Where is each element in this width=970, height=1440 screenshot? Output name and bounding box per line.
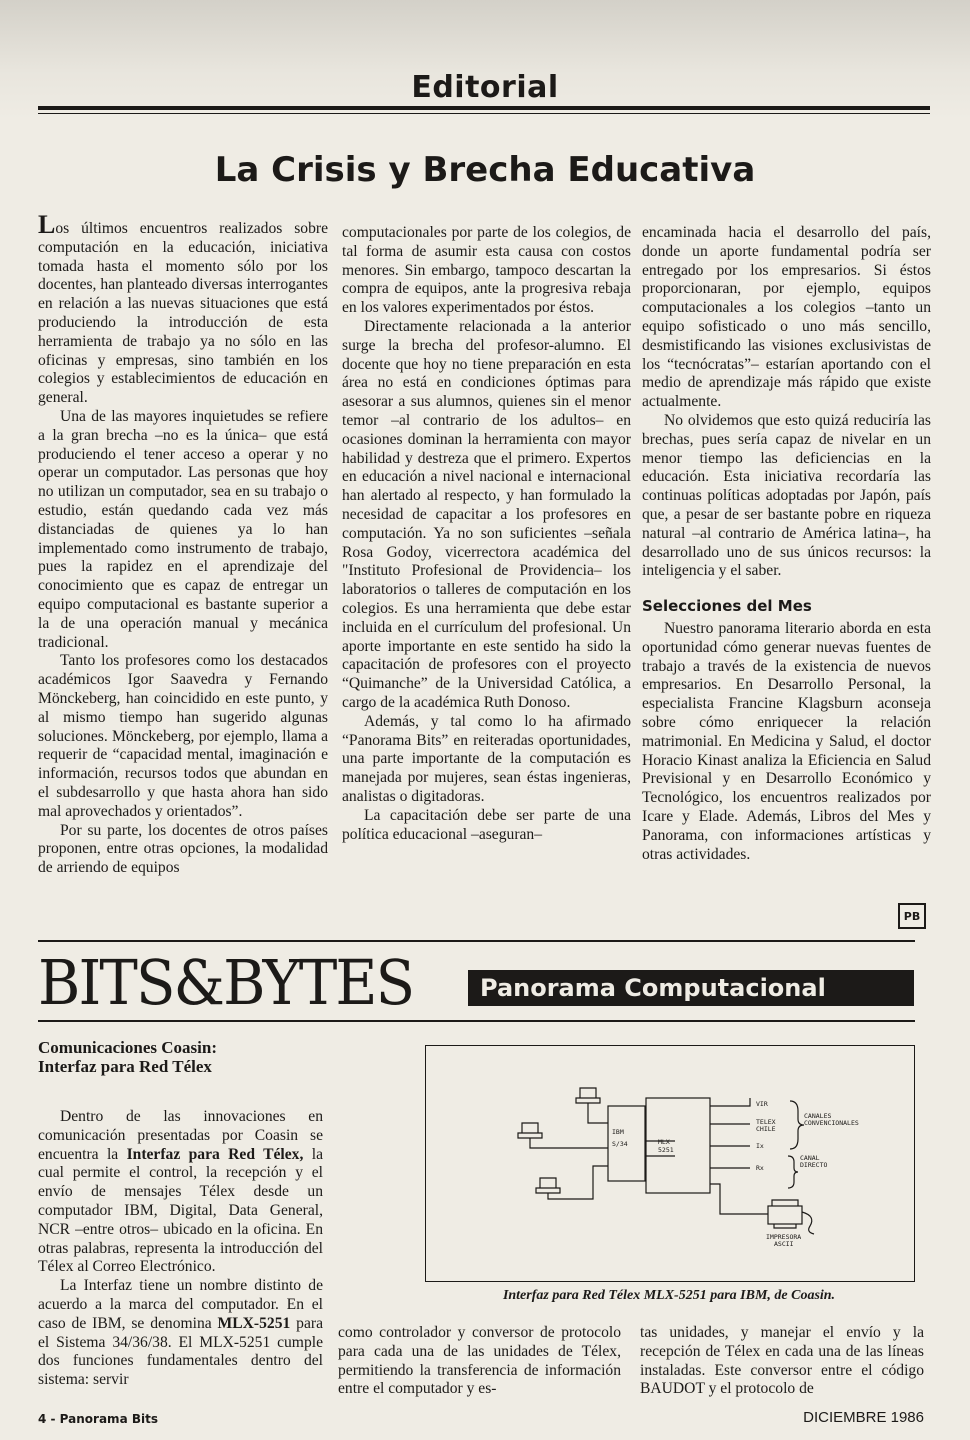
impresora-label-1: IMPRESORA [766,1233,802,1241]
canales-label-1: CANALES [804,1112,832,1120]
paragraph-text: os últimos encuentros realizados sobre computación en la educación, iniciativa tomada hasta el momento sólo por los docentes, han planteado diversas interrogantes en relación a las nuevas situaciones que está produciendo la introducción de esta herramienta de trabajo ya no sólo en las oficinas y empresas, sino también en los colegios y establecimientos de educación en general. [38,220,328,407]
pb-end-badge: PB [898,903,926,929]
section-title: Editorial [411,70,559,105]
line-ix-label: Ix [756,1142,764,1150]
paragraph-text: la cual permite el control, la recepción y el envío de mensajes Télex desde un computador IBM, Digital, Data General, NCR –entre otros– ubicado en la oficina. En otras palabras, representa la introducción del Télex al Correo Electrónico. [38,1145,324,1276]
editorial-headline: La Crisis y Brecha Educativa [214,150,756,190]
editorial-paragraph: La capacitación debe ser parte de una política educacional –aseguran– [342,806,631,843]
mlx-label-2: 5251 [658,1146,674,1154]
article-paragraph: tas unidades, y manejar el envío y la recepción de Télex en cada una de las líneas instaladas. Este conversor entre el código BAUDOT y el protocolo de [640,1324,924,1398]
bits-column-1 [38,1108,323,1390]
panorama-computacional-banner: Panorama Computacional [468,970,914,1006]
ibm-label-1: IBM [612,1128,624,1136]
bits-bytes-logo: BITS&BYTES [38,946,414,1019]
editorial-paragraph: Tanto los profesores como los destacados académicos Igor Saavedra y Fernando Mönckeberg, han coincidido en este punto, y al mismo tiempo han sugerido algunas soluciones. Mönckeberg, por ejemplo, llama a requerir de “capacidad mental, imaginación e información, recursos todos que abundan en el subdesarrollo y que hasta ahora han sido mal aprovechados y orientados”. [38,652,328,820]
paragraph-text: para el Sistema 34/36/38. El MLX-5251 cumple dos funciones fundamentales dentro del sistema: servir [38,1314,323,1389]
article-paragraph [38,1277,323,1390]
impresora-label-2: ASCII [774,1240,794,1248]
paragraph-bold: Interfaz para Red Télex, [126,1145,304,1163]
editorial-paragraph: Una de las mayores inquietudes se refiere a la gran brecha –no es la única– que está produciendo el tener acceso a operar y no operar un computador. Las personas que hoy no utilizan un computador, sea en su trabajo o estudio, están quedando cada vez más distanciadas de quienes ya lo han implementado como instrumento de trabajo, pues la rapidez en el aprendizaje del conocimiento que es capaz de entregar un equipo computacional es bastante superior a la de una operación manual y mecánica tradicional. [38,407,328,651]
line-rx-label: Rx [756,1164,764,1172]
line-telex-label-2: CHILE [756,1125,776,1133]
line-vir-label: VIR [756,1100,768,1108]
terminal-icon [576,1088,600,1103]
editorial-column-1 [38,210,328,878]
editorial-paragraph: Nuestro panorama literario aborda en esta oportunidad cómo generar nuevas fuentes de trabajo a través de la existencia de nuevos empresarios. En Desarrollo Personal, la especialista Francine Klagsburn aconseja sobre cómo enriquecer la relación matrimonial. En Medicina y Salud, el doctor Horacio Kinast analiza la Eficiencia en Salud Previsional y en Desarrollo Económico y Tecnológico, los encuentros realizados por Icare y Elade. Además, Libros del Mes y Panorama, con informaciones artísticas y otras actividades. [642,619,931,863]
editorial-paragraph: Por su parte, los docentes de otros países proponen, entre otras opciones, la modalidad de arriendo de equipos [38,821,328,877]
section-rule-thin [38,113,930,114]
line-telex-label-1: TELEX [756,1118,776,1126]
figure-caption: Interfaz para Red Télex MLX-5251 para IBM, de Coasin. [502,1288,836,1303]
article-title-line-1: Comunicaciones Coasin: [38,1038,217,1057]
editorial-paragraph: computacionales por parte de los colegios, de tal forma de asumir esta causa con costos menores. Sin embargo, tampoco descartan la compra de equipos, ante la progresiva rebaja en los valores experimentados por éstos. [342,224,631,317]
dropcap: L [38,210,56,239]
selecciones-subhead: Selecciones del Mes [642,597,812,616]
article-paragraph: como controlador y conversor de protocolo para cada una de las unidades de Télex, permitiendo la transferencia de información entre el computador y es- [338,1324,621,1398]
ibm-label-2: S/34 [612,1140,628,1148]
editorial-paragraph: No olvidemos que esto quizá reduciría las brechas, pues sería capaz de nivelar en un menor tiempo las deficiencias en la educación. Esta iniciativa recordaría las continuas políticas adoptadas por Japón, país que, a pesar de ser bastante pobre en riqueza natural –al contrario de América latina–, ha desarrollado uno de sus únicos recursos: la inteligencia y el saber. [642,411,931,580]
bits-column-2 [338,1324,621,1399]
editorial-paragraph: encaminada hacia el desarrollo del país, donde un aporte fundamental podría ser entregado por los empresarios. Si éstos proporcionaran, por ejemplo, equipos computacionales a los colegios –tanto un equipo sofisticado o uno más sencillo, desmistificando las visiones exclusivistas de los “tecnócratas”– estarían aportando con el medio de aprendizaje más rápido que existe actualmente. [642,224,931,411]
editorial-paragraph [38,210,328,408]
bits-column-3 [640,1324,924,1399]
mlx-label-1: MLX [658,1138,670,1146]
paragraph-text: La Interfaz tiene un nombre distinto de acuerdo a la marca del computador. En el caso de IBM, se denomina [38,1277,323,1332]
telex-diagram-figure [425,1045,915,1282]
terminal-icon [536,1178,560,1193]
canales-label-2: CONVENCIONALES [804,1119,859,1127]
printer-icon [768,1200,814,1234]
bits-top-rule [38,940,915,942]
article-title [38,1038,308,1076]
editorial-column-3 [642,224,931,864]
article-paragraph [38,1108,323,1277]
canal-label-1: CANAL [800,1154,820,1162]
paragraph-text: Dentro de las innovaciones en comunicación presentadas por Coasin se encuentra la [38,1108,323,1163]
footer-date: DICIEMBRE 1986 [803,1409,924,1426]
editorial-paragraph: Además, y tal como lo ha afirmado “Panorama Bits” en reiteradas oportunidades, una parte importante de la computación es manejada por mujeres, sean éstas ingenieras, analistas o digitadoras. [342,712,631,805]
paragraph-bold: MLX-5251 [217,1314,291,1332]
article-title-line-2: Interfaz para Red Télex [38,1057,212,1076]
bits-bottom-rule [38,1020,915,1022]
section-rule-thick [38,106,930,110]
editorial-column-2 [342,224,631,844]
canal-label-2: DIRECTO [800,1161,828,1169]
terminal-icon [518,1123,542,1138]
editorial-paragraph: Directamente relacionada a la anterior surge la brecha del profesor-alumno. El docente que hoy no tiene preparación en esta área no está en condiciones óptimas para asesorar a sus alumnos, quienes sin el menor temor –al contrario de los adultos– en ocasiones dominan la herramienta con mayor habilidad y destreza que el primero. Expertos en educación a nivel nacional e internacional han alertado al respecto, y han formulado la necesidad de capacitar a los profesores en computación. Ya no son suficientes –señala Rosa Godoy, vicerrectora académica del "Instituto Profesional de Providencia– los laboratorios o talleres de computación en los colegios. Es una herramienta que debe estar incluida en el currículum del profesional. Un aporte importante en este sentido ha sido la capacitación de profesores con el proyecto “Quimanche” de la Universidad Católica, a cargo de la académica Ruth Donoso. [342,317,631,711]
footer-page-label: 4 - Panorama Bits [38,1412,158,1426]
telex-diagram [426,1046,914,1281]
